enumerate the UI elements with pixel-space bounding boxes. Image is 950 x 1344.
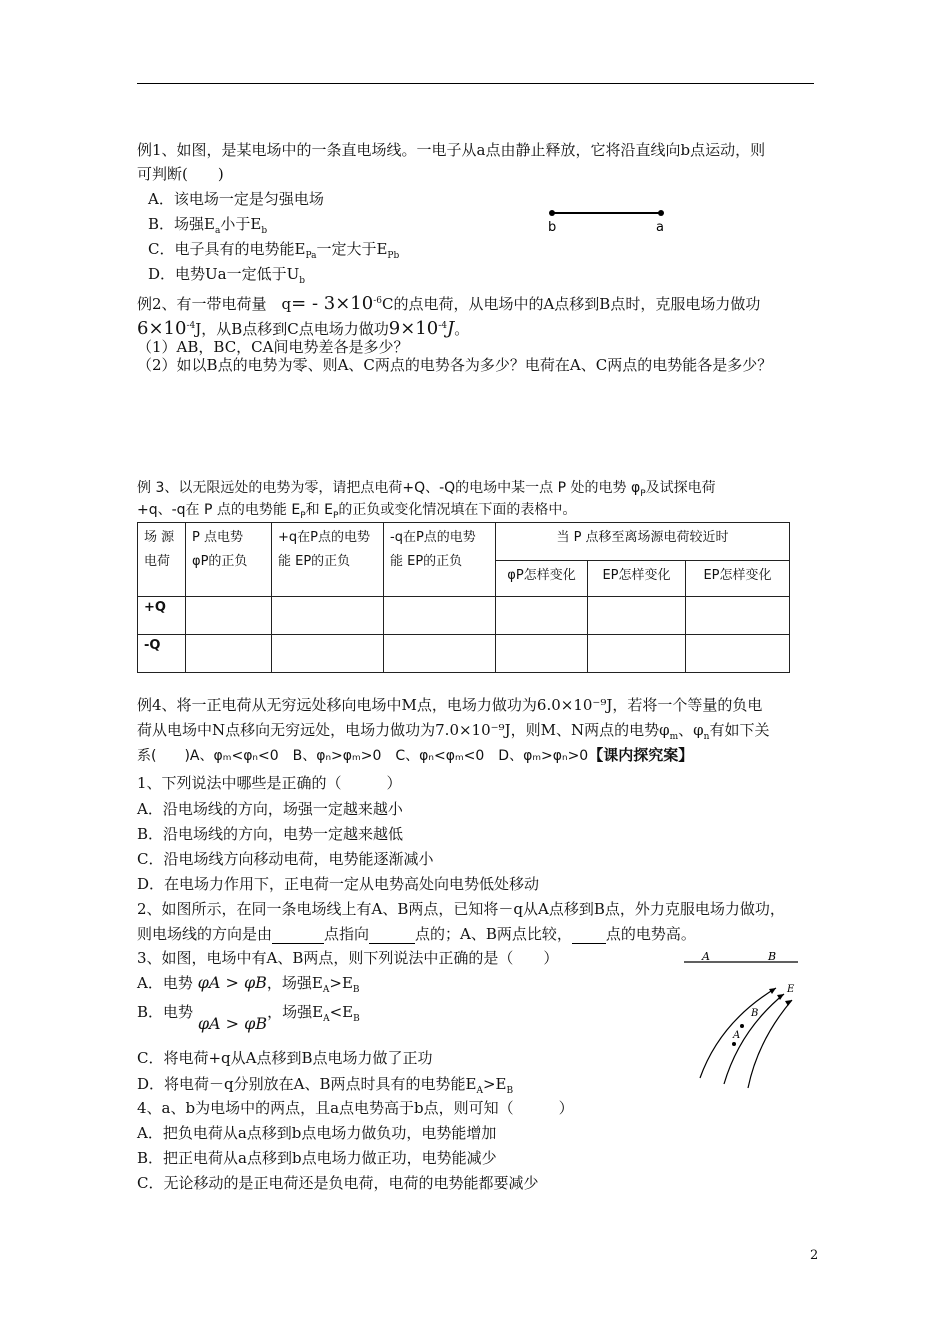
row-neg-q-label: -Q [138,635,186,673]
table-cell [384,597,496,635]
label-a: a [656,220,664,235]
q3-option-a: A．电势 φA > φB，场强$E_A>E_B$ [137,973,360,995]
table-cell [686,597,790,635]
header-sub-ep2: EP怎样变化 [686,561,790,597]
header-sub-phi: φP怎样变化 [496,561,588,597]
table-cell [186,635,272,673]
header-sub-ep1: EP怎样变化 [588,561,686,597]
row-pos-q-label: +Q [138,597,186,635]
page-number: 2 [810,1248,819,1263]
ex4-line-3: 系( )A、φₘ<φₙ<0 B、φₙ>φₘ>0 C、φₙ<φₘ<0 D、φₘ>φₙ>0【课内探究案】 [137,746,694,764]
ex3-line-2: +q、-q在 P 点的电势能 $E_P$和 $E_P$的正负或变化情况填在下面的表格中。 [137,502,577,521]
ex1-stem-2: 可判断( ) [137,165,224,183]
table-cell [496,597,588,635]
arrow-left [769,988,776,994]
ex1-option-d: D．电势Ua一定低于$U_b$ [148,265,306,286]
point-a-dot [732,1042,736,1046]
arrow-right [785,1000,792,1006]
q1-option-d: D．在电场力作用下，正电荷一定从电势高处向电势低处移动 [137,875,540,893]
point-b-dot [740,1024,744,1028]
ex2-question-1: （1）AB，BC，CA间电势差各是多少？ [137,338,409,356]
header-rule [137,83,814,84]
ex1-field-line-figure [545,206,675,236]
ex1-option-b: B．场强$E_a$小于$E_b$ [148,215,268,236]
q1-option-a: A．沿电场线的方向，场强一定越来越小 [137,800,403,818]
q1-option-c: C．沿电场线方向移动电荷，电势能逐渐减小 [137,850,434,868]
header-group: 当 P 点移至离场源电荷较近时 [496,523,790,561]
ex2-line-1: 例2、有一带电荷量 $q= - 3\times 10^{-6}C$的点电荷，从电场中的A点移到B点时，克服电场力做功 [137,293,761,314]
table-cell [496,635,588,673]
table-cell [272,635,384,673]
q1-stem: 1、下列说法中哪些是正确的（ ） [137,774,402,792]
fig-label-e: E [787,984,795,995]
ex4-line-2: 荷从电场中N点移向无穷远处，电场力做功为7.0×10⁻⁹J，则M、N两点的电势$\varphi_m$、$\varphi_n$有如下关 [137,721,770,742]
q3-option-d: D．将电荷－q分别放在A、B两点时具有的电势能$E_A>E_B$ [137,1075,514,1096]
table-cell [272,597,384,635]
blank-3[interactable] [572,929,606,944]
point-a-dot [658,210,664,216]
ex3-table [137,522,790,673]
q4-option-c: C．无论移动的是正电荷还是负电荷，电荷的电势能都要减少 [137,1174,539,1192]
fig-label-a: A [733,1030,741,1041]
table-cell [186,597,272,635]
point-b-dot [549,210,555,216]
q3-field-figure [680,950,810,1090]
q4-stem: 4、a、b为电场中的两点，且a点电势高于b点，则可知（ ） [137,1099,574,1117]
q4-option-b: B．把正电荷从a点移到b点电场力做正功，电势能减少 [137,1149,497,1167]
table-cell [588,597,686,635]
q1-option-b: B．沿电场线的方向，电势一定越来越低 [137,825,404,843]
blank-1[interactable] [272,929,324,944]
ex1-option-c: C．电子具有的电势能$E_{Pa}$一定大于$E_{Pb}$ [148,240,400,261]
label-b: b [548,220,557,235]
fig-label-b: B [751,1008,759,1019]
header-neg-energy: -q在P点的电势 能 EP的正负 [384,523,496,597]
ex1-option-a: A．该电场一定是匀强电场 [148,190,324,208]
ex2-line-2: $6\times 10^{-4}J$，从B点移到C点电场力做功$9\times 10^{-4}J$。 [137,318,470,339]
top-label-b: B [768,950,777,963]
q3-stem: 3、如图，电场中有A、B两点，则下列说法中正确的是（ ） [137,949,559,967]
ex3-line-1: 例 3、以无限远处的电势为零，请把点电荷+Q、-Q的电场中某一点 P 处的电势 $\varphi_P$及试探电荷 [137,480,716,499]
blank-2[interactable] [369,929,415,944]
header-pos-energy: +q在P点的电势 能 EP的正负 [272,523,384,597]
q2-line-2: 则电场线的方向是由 点指向 点的；A、B两点比较， 点的电势高。 [137,925,696,943]
table-cell [384,635,496,673]
header-source: 场 源 电荷 [138,523,186,597]
ex1-stem: 例1、如图，是某电场中的一条直电场线。一电子从a点由静止释放，它将沿直线向b点运动，则 [137,141,766,159]
table-cell [686,635,790,673]
header-phi: P 点电势 φP的正负 [186,523,272,597]
table-cell [588,635,686,673]
q3-option-c: C．将电荷+q从A点移到B点电场力做了正功 [137,1049,433,1067]
q3-option-b: B．电势 φA > φB，场强$E_A<E_B$ [137,1003,360,1033]
ex2-question-2: （2）如以B点的电势为零、则A、C两点的电势各为多少？电荷在A、C两点的电势能各是多少？ [137,356,773,374]
q2-line-1: 2、如图所示，在同一条电场线上有A、B两点，已知将－q从A点移到B点，外力克服电场力做功， [137,900,785,918]
top-label-a: A [702,950,710,963]
ex4-line-1: 例4、将一正电荷从无穷远处移向电场中M点，电场力做功为6.0×10⁻⁹J，若将一个等量的负电 [137,696,763,714]
q4-option-a: A．把负电荷从a点移到b点电场力做负功，电势能增加 [137,1124,497,1142]
